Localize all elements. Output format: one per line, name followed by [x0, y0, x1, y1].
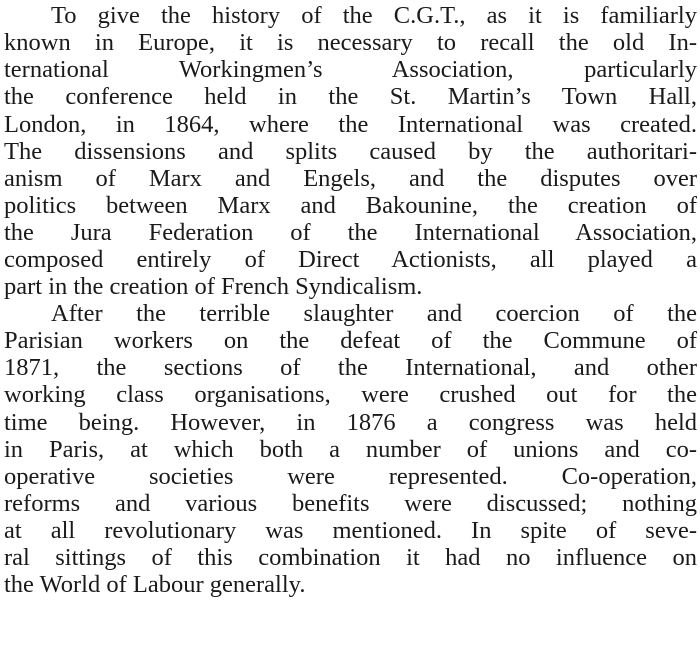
- text-line: reforms and various benefits were discussed; nothing: [4, 489, 697, 517]
- text-line: politics between Marx and Bakounine, the creation of: [4, 191, 697, 219]
- text-line: in Paris, at which both a number of unions and co-: [4, 435, 697, 463]
- text-line: After the terrible slaughter and coercion of the: [51, 300, 697, 327]
- paragraph-cgt-history: [4, 2, 697, 301]
- text-line: To give the history of the C.G.T., as it is familiarly: [51, 2, 697, 29]
- text-line: part in the creation of French Syndicalism.: [4, 273, 423, 301]
- text-line: the conference held in the St. Martin’s Town Hall,: [4, 83, 697, 111]
- text-line: anism of Marx and Engels, and the disputes over: [4, 164, 697, 192]
- text-line: The dissensions and splits caused by the authoritari-: [4, 137, 697, 165]
- text-line: ternational Workingmen’s Association, particularly: [4, 56, 697, 84]
- text-line: ral sittings of this combination it had no influence on: [4, 544, 697, 572]
- text-line: working class organisations, were crushed out for the: [4, 381, 697, 409]
- text-line: London, in 1864, where the International was created.: [4, 110, 697, 138]
- text-line: at all revolutionary was mentioned. In spite of seve-: [4, 517, 697, 545]
- text-line: operative societies were represented. Co-operation,: [4, 462, 697, 490]
- text-line: time being. However, in 1876 a congress was held: [4, 408, 697, 436]
- text-line: Parisian workers on the defeat of the Commune of: [4, 327, 697, 355]
- text-line: the World of Labour generally.: [4, 571, 306, 599]
- text-line: the Jura Federation of the International Association,: [4, 219, 697, 247]
- text-line: composed entirely of Direct Actionists, all played a: [4, 246, 697, 274]
- paragraph-commune-aftermath: [4, 300, 697, 599]
- text-line: 1871, the sections of the International, and other: [4, 354, 697, 382]
- text-line: known in Europe, it is necessary to recall the old In-: [4, 29, 697, 57]
